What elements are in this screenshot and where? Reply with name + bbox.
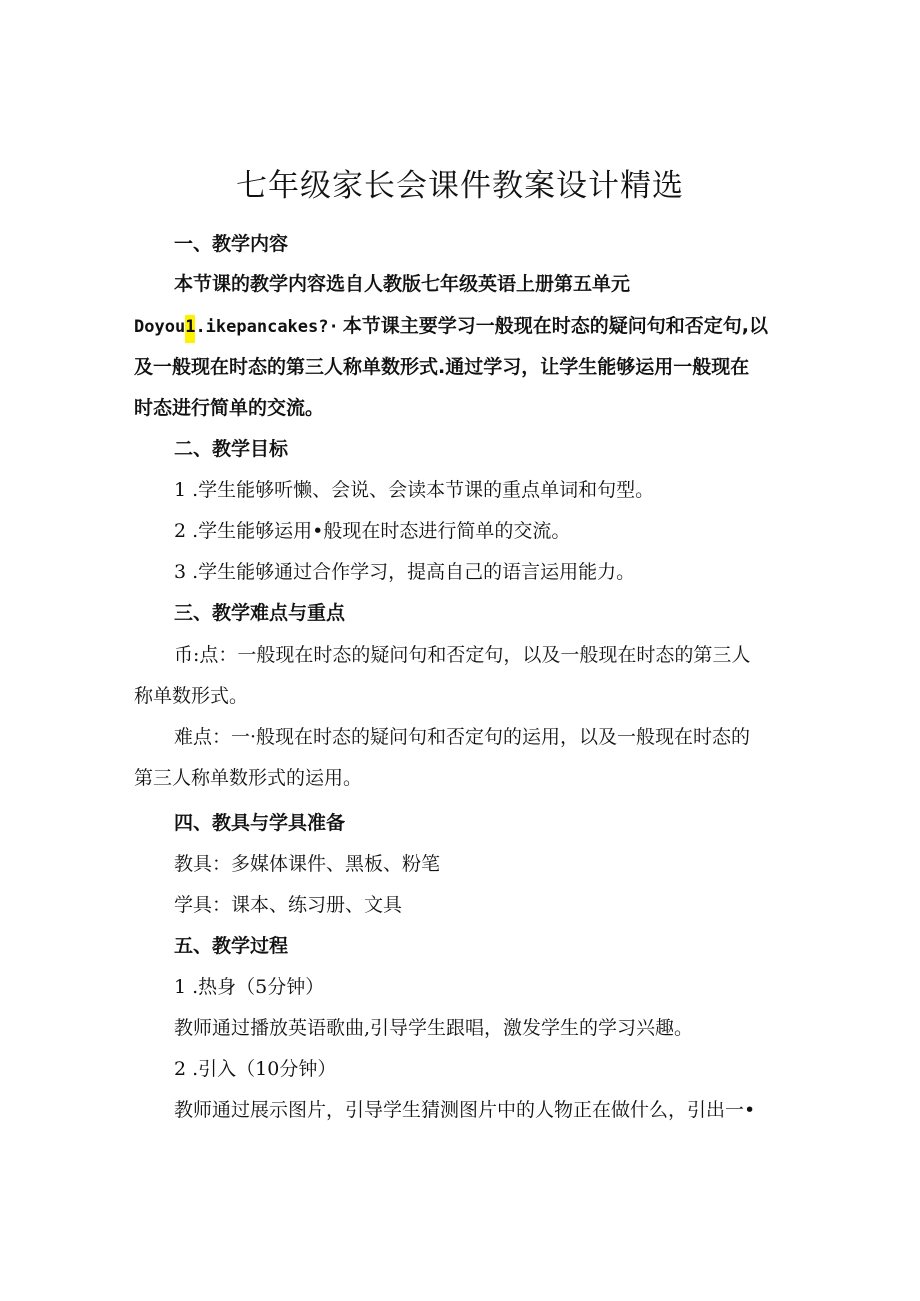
section-heading-keypoints: 三、教学难点与重点 bbox=[174, 602, 346, 624]
content-paragraph-line-3: 及一般现在时态的第三人称单数形式.通过学习，让学生能够运用一般现在 bbox=[134, 356, 750, 378]
content-paragraph-line-1: 本节课的教学内容选自人教版七年级英语上册第五单元 bbox=[174, 273, 631, 295]
content-paragraph-line-2 bbox=[134, 310, 768, 344]
section-heading-goals: 二、教学目标 bbox=[174, 438, 289, 460]
section-heading-content: 一、教学内容 bbox=[174, 233, 289, 255]
highlighted-character: 1 bbox=[185, 315, 195, 343]
process-step-1-description: 教师通过播放英语歌曲,引导学生跟唱，激发学生的学习兴趣。 bbox=[174, 1017, 694, 1039]
process-step-2-description: 教师通过展示图片，引导学生猜测图片中的人物正在做什么，引出一• bbox=[174, 1099, 756, 1121]
teacher-materials: 教具：多媒体课件、黑板、粉笔 bbox=[174, 853, 441, 875]
goal-item-2: 2 .学生能够运用•般现在时态进行简单的交流。 bbox=[174, 520, 571, 542]
key-point-line-1: 币:点：一般现在时态的疑问句和否定句，以及一般现在时态的第三人 bbox=[174, 644, 751, 666]
goal-item-1: 1 .学生能够听懒、会说、会读本节课的重点单词和句型。 bbox=[174, 479, 655, 501]
process-step-2: 2 .引入（10分钟） bbox=[174, 1058, 337, 1080]
english-unit-title-start: Doyou bbox=[134, 317, 186, 337]
english-unit-title-end: .ikepancakes?· bbox=[195, 317, 339, 337]
goal-item-3: 3 .学生能够通过合作学习，提高自己的语言运用能力。 bbox=[174, 561, 636, 583]
section-heading-process: 五、教学过程 bbox=[174, 935, 289, 957]
key-point-line-2: 称单数形式。 bbox=[134, 685, 249, 707]
difficulty-line-1: 难点：一·般现在时态的疑问句和否定句的运用，以及一般现在时态的 bbox=[174, 726, 751, 748]
content-paragraph-line-2-text: 本节课主要学习一般现在时态的疑问句和否定句,以 bbox=[342, 315, 768, 337]
section-heading-materials: 四、教具与学具准备 bbox=[174, 812, 346, 834]
document-title: 七年级家长会课件教案设计精选 bbox=[236, 168, 684, 204]
process-step-1: 1 .热身（5分钟） bbox=[174, 976, 325, 998]
content-paragraph-line-4: 时态进行简单的交流。 bbox=[134, 397, 325, 419]
difficulty-line-2: 第三人称单数形式的运用。 bbox=[134, 767, 363, 789]
student-materials: 学具：课本、练习册、文具 bbox=[174, 894, 403, 916]
